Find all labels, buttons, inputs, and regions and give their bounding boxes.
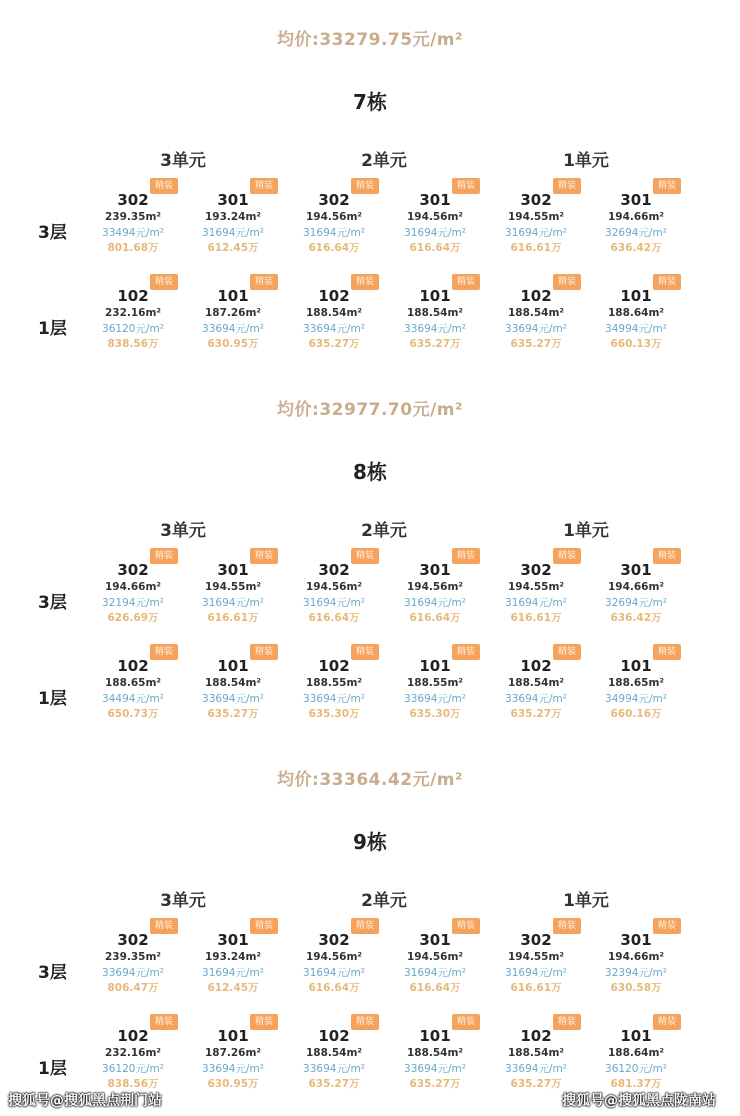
unit-cell	[601, 1014, 701, 1092]
room-number: 102	[520, 1027, 552, 1045]
room-area: 194.56m²	[406, 951, 464, 963]
unit-header: 2单元	[361, 891, 407, 911]
room-area: 188.65m²	[104, 677, 162, 689]
decoration-badge: 精装	[653, 178, 681, 194]
room-number: 302	[520, 561, 552, 579]
unit-header: 2单元	[361, 521, 407, 541]
decoration-badge: 精装	[250, 274, 278, 290]
total-price: 635.27万	[510, 708, 562, 720]
unit-price: 31694元/m²	[505, 597, 567, 609]
unit-price: 31694元/m²	[303, 227, 365, 239]
room-area: 194.66m²	[104, 581, 162, 593]
unit-price: 31694元/m²	[505, 227, 567, 239]
total-price: 612.45万	[207, 982, 259, 994]
unit-header: 1单元	[563, 521, 609, 541]
decoration-badge: 精装	[150, 178, 178, 194]
unit-price: 33694元/m²	[505, 693, 567, 705]
room-number: 302	[520, 931, 552, 949]
room-number: 302	[117, 931, 149, 949]
room-number: 302	[318, 931, 350, 949]
unit-price: 32394元/m²	[605, 967, 667, 979]
room-area: 187.26m²	[204, 1047, 262, 1059]
total-price: 616.64万	[409, 982, 461, 994]
decoration-badge: 精装	[553, 274, 581, 290]
room-area: 194.55m²	[204, 581, 262, 593]
unit-cell	[299, 644, 399, 722]
decoration-badge: 精装	[150, 1014, 178, 1030]
room-number: 102	[318, 1027, 350, 1045]
room-number: 101	[419, 1027, 451, 1045]
unit-cell	[198, 644, 298, 722]
decoration-badge: 精装	[653, 1014, 681, 1030]
unit-price: 33694元/m²	[505, 1063, 567, 1075]
total-price: 635.27万	[308, 1078, 360, 1090]
room-area: 188.55m²	[305, 677, 363, 689]
unit-cell	[400, 1014, 500, 1092]
total-price: 635.27万	[409, 338, 461, 350]
unit-cell	[601, 548, 701, 626]
room-number: 301	[620, 191, 652, 209]
unit-cell	[400, 548, 500, 626]
unit-cell	[198, 178, 298, 256]
unit-cell	[198, 1014, 298, 1092]
room-number: 302	[520, 191, 552, 209]
decoration-badge: 精装	[553, 644, 581, 660]
unit-cell	[400, 644, 500, 722]
total-price: 681.37万	[610, 1078, 662, 1090]
unit-cell	[98, 1014, 198, 1092]
unit-price: 33694元/m²	[303, 323, 365, 335]
floor-label: 1层	[38, 1059, 67, 1079]
total-price: 801.68万	[107, 242, 159, 254]
unit-cell	[601, 644, 701, 722]
total-price: 635.27万	[409, 1078, 461, 1090]
room-number: 301	[217, 931, 249, 949]
room-number: 302	[318, 191, 350, 209]
room-number: 301	[419, 561, 451, 579]
decoration-badge: 精装	[351, 918, 379, 934]
unit-cell	[299, 548, 399, 626]
room-area: 194.56m²	[305, 951, 363, 963]
room-area: 194.56m²	[406, 581, 464, 593]
unit-price: 33694元/m²	[404, 323, 466, 335]
average-price: 均价:33279.75元/m²	[277, 30, 463, 50]
unit-price: 34994元/m²	[605, 323, 667, 335]
room-number: 301	[419, 191, 451, 209]
room-area: 188.64m²	[607, 307, 665, 319]
total-price: 636.42万	[610, 612, 662, 624]
unit-price: 31694元/m²	[505, 967, 567, 979]
room-area: 188.54m²	[507, 307, 565, 319]
room-number: 101	[419, 657, 451, 675]
room-area: 188.65m²	[607, 677, 665, 689]
unit-cell	[299, 274, 399, 352]
decoration-badge: 精装	[452, 918, 480, 934]
decoration-badge: 精装	[553, 918, 581, 934]
watermark-left: 搜狐号@搜狐黑点荆门站	[8, 1093, 162, 1109]
total-price: 635.30万	[308, 708, 360, 720]
decoration-badge: 精装	[452, 548, 480, 564]
room-number: 101	[620, 1027, 652, 1045]
building-title: 7栋	[353, 90, 387, 114]
unit-price: 31694元/m²	[303, 967, 365, 979]
room-area: 194.66m²	[607, 951, 665, 963]
total-price: 635.27万	[510, 1078, 562, 1090]
unit-cell	[501, 548, 601, 626]
total-price: 635.30万	[409, 708, 461, 720]
room-area: 188.54m²	[305, 1047, 363, 1059]
decoration-badge: 精装	[351, 548, 379, 564]
room-number: 102	[520, 657, 552, 675]
unit-cell	[601, 918, 701, 996]
unit-header: 3单元	[160, 891, 206, 911]
room-number: 302	[117, 191, 149, 209]
unit-price: 33694元/m²	[102, 967, 164, 979]
room-area: 188.54m²	[507, 1047, 565, 1059]
unit-cell	[98, 178, 198, 256]
decoration-badge: 精装	[150, 644, 178, 660]
room-number: 101	[217, 657, 249, 675]
decoration-badge: 精装	[553, 1014, 581, 1030]
decoration-badge: 精装	[250, 548, 278, 564]
total-price: 616.61万	[510, 982, 562, 994]
unit-cell	[98, 274, 198, 352]
decoration-badge: 精装	[250, 644, 278, 660]
total-price: 616.61万	[207, 612, 259, 624]
unit-header: 2单元	[361, 151, 407, 171]
unit-price: 33694元/m²	[505, 323, 567, 335]
decoration-badge: 精装	[351, 178, 379, 194]
unit-price: 31694元/m²	[404, 227, 466, 239]
total-price: 616.64万	[409, 242, 461, 254]
unit-cell	[501, 644, 601, 722]
unit-cell	[601, 274, 701, 352]
unit-cell	[501, 274, 601, 352]
room-area: 188.54m²	[406, 307, 464, 319]
total-price: 616.64万	[308, 982, 360, 994]
room-number: 101	[217, 287, 249, 305]
unit-price: 36120元/m²	[605, 1063, 667, 1075]
decoration-badge: 精装	[150, 918, 178, 934]
total-price: 616.64万	[308, 612, 360, 624]
total-price: 635.27万	[308, 338, 360, 350]
unit-price: 34994元/m²	[605, 693, 667, 705]
unit-price: 31694元/m²	[202, 227, 264, 239]
room-number: 301	[620, 561, 652, 579]
building-title: 8栋	[353, 460, 387, 484]
unit-price: 33694元/m²	[404, 1063, 466, 1075]
room-number: 301	[217, 561, 249, 579]
unit-price: 31694元/m²	[303, 597, 365, 609]
average-price: 均价:33364.42元/m²	[277, 770, 463, 790]
unit-cell	[98, 644, 198, 722]
total-price: 838.56万	[107, 338, 159, 350]
unit-price: 33494元/m²	[102, 227, 164, 239]
unit-price: 33694元/m²	[202, 323, 264, 335]
room-number: 101	[620, 287, 652, 305]
decoration-badge: 精装	[452, 1014, 480, 1030]
room-number: 102	[117, 1027, 149, 1045]
unit-price: 36120元/m²	[102, 323, 164, 335]
total-price: 806.47万	[107, 982, 159, 994]
room-area: 194.56m²	[406, 211, 464, 223]
total-price: 660.16万	[610, 708, 662, 720]
room-area: 193.24m²	[204, 951, 262, 963]
unit-cell	[501, 1014, 601, 1092]
room-number: 102	[318, 657, 350, 675]
unit-price: 33694元/m²	[202, 1063, 264, 1075]
room-area: 232.16m²	[104, 307, 162, 319]
room-number: 101	[217, 1027, 249, 1045]
room-area: 193.24m²	[204, 211, 262, 223]
unit-header: 3单元	[160, 151, 206, 171]
room-area: 188.54m²	[305, 307, 363, 319]
unit-price: 31694元/m²	[404, 967, 466, 979]
total-price: 660.13万	[610, 338, 662, 350]
room-number: 102	[318, 287, 350, 305]
room-area: 194.55m²	[507, 951, 565, 963]
watermark-right: 搜狐号@搜狐黑点陇南站	[562, 1093, 716, 1109]
unit-cell	[501, 178, 601, 256]
decoration-badge: 精装	[351, 274, 379, 290]
decoration-badge: 精装	[452, 274, 480, 290]
unit-header: 1单元	[563, 891, 609, 911]
total-price: 612.45万	[207, 242, 259, 254]
total-price: 635.27万	[510, 338, 562, 350]
decoration-badge: 精装	[250, 1014, 278, 1030]
unit-cell	[299, 1014, 399, 1092]
floor-label: 3层	[38, 963, 67, 983]
unit-price: 32694元/m²	[605, 227, 667, 239]
room-area: 188.64m²	[607, 1047, 665, 1059]
total-price: 630.58万	[610, 982, 662, 994]
room-number: 301	[217, 191, 249, 209]
decoration-badge: 精装	[553, 548, 581, 564]
room-number: 302	[117, 561, 149, 579]
average-price: 均价:32977.70元/m²	[277, 400, 463, 420]
total-price: 635.27万	[207, 708, 259, 720]
decoration-badge: 精装	[653, 548, 681, 564]
room-area: 188.54m²	[406, 1047, 464, 1059]
floor-label: 1层	[38, 689, 67, 709]
floor-label: 3层	[38, 593, 67, 613]
room-area: 188.54m²	[507, 677, 565, 689]
decoration-badge: 精装	[653, 644, 681, 660]
decoration-badge: 精装	[452, 178, 480, 194]
decoration-badge: 精装	[351, 644, 379, 660]
total-price: 616.61万	[510, 612, 562, 624]
decoration-badge: 精装	[250, 918, 278, 934]
room-number: 102	[117, 287, 149, 305]
unit-price: 36120元/m²	[102, 1063, 164, 1075]
decoration-badge: 精装	[150, 548, 178, 564]
unit-cell	[299, 178, 399, 256]
room-number: 302	[318, 561, 350, 579]
building-title: 9栋	[353, 830, 387, 854]
total-price: 626.69万	[107, 612, 159, 624]
unit-price: 34494元/m²	[102, 693, 164, 705]
unit-price: 31694元/m²	[202, 597, 264, 609]
unit-cell	[400, 178, 500, 256]
unit-price: 33694元/m²	[303, 1063, 365, 1075]
room-area: 188.55m²	[406, 677, 464, 689]
unit-cell	[198, 274, 298, 352]
room-number: 301	[419, 931, 451, 949]
floor-label: 3层	[38, 223, 67, 243]
unit-cell	[98, 918, 198, 996]
total-price: 616.64万	[308, 242, 360, 254]
unit-price: 31694元/m²	[202, 967, 264, 979]
decoration-badge: 精装	[653, 918, 681, 934]
room-area: 194.55m²	[507, 581, 565, 593]
decoration-badge: 精装	[150, 274, 178, 290]
total-price: 630.95万	[207, 338, 259, 350]
unit-cell	[501, 918, 601, 996]
room-number: 102	[520, 287, 552, 305]
room-area: 194.56m²	[305, 581, 363, 593]
room-area: 194.56m²	[305, 211, 363, 223]
unit-price: 31694元/m²	[404, 597, 466, 609]
room-area: 239.35m²	[104, 951, 162, 963]
decoration-badge: 精装	[452, 644, 480, 660]
total-price: 636.42万	[610, 242, 662, 254]
decoration-badge: 精装	[351, 1014, 379, 1030]
unit-price: 32194元/m²	[102, 597, 164, 609]
unit-cell	[98, 548, 198, 626]
room-number: 301	[620, 931, 652, 949]
room-area: 232.16m²	[104, 1047, 162, 1059]
unit-cell	[601, 178, 701, 256]
decoration-badge: 精装	[553, 178, 581, 194]
room-area: 187.26m²	[204, 307, 262, 319]
decoration-badge: 精装	[250, 178, 278, 194]
total-price: 650.73万	[107, 708, 159, 720]
unit-cell	[198, 548, 298, 626]
total-price: 616.64万	[409, 612, 461, 624]
floor-label: 1层	[38, 319, 67, 339]
room-area: 194.66m²	[607, 581, 665, 593]
room-area: 194.66m²	[607, 211, 665, 223]
unit-price: 32694元/m²	[605, 597, 667, 609]
unit-cell	[299, 918, 399, 996]
unit-header: 3单元	[160, 521, 206, 541]
unit-price: 33694元/m²	[404, 693, 466, 705]
room-area: 194.55m²	[507, 211, 565, 223]
unit-header: 1单元	[563, 151, 609, 171]
total-price: 630.95万	[207, 1078, 259, 1090]
room-number: 101	[419, 287, 451, 305]
room-number: 102	[117, 657, 149, 675]
total-price: 616.61万	[510, 242, 562, 254]
room-number: 101	[620, 657, 652, 675]
unit-price: 33694元/m²	[202, 693, 264, 705]
unit-cell	[198, 918, 298, 996]
unit-price: 33694元/m²	[303, 693, 365, 705]
total-price: 838.56万	[107, 1078, 159, 1090]
room-area: 188.54m²	[204, 677, 262, 689]
decoration-badge: 精装	[653, 274, 681, 290]
room-area: 239.35m²	[104, 211, 162, 223]
unit-cell	[400, 918, 500, 996]
unit-cell	[400, 274, 500, 352]
